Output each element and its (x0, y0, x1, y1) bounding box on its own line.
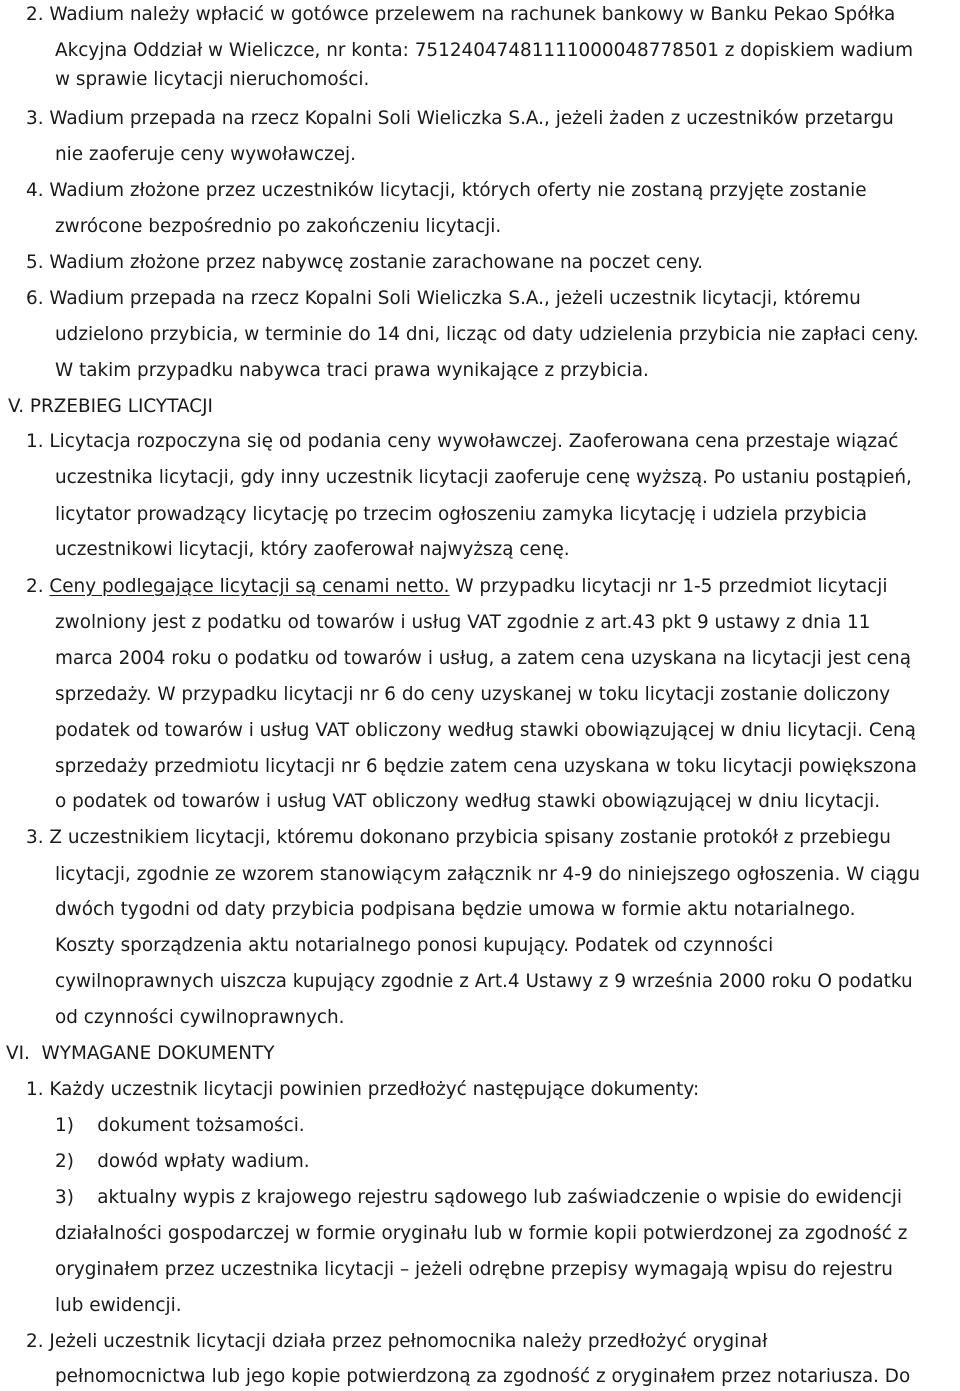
text-line: zwrócone bezpośrednio po zakończeniu licytacji. (55, 216, 502, 237)
text-line: W takim przypadku nabywca traci prawa wynikające z przybicia. (55, 360, 649, 381)
text-line: sprzedaży. W przypadku licytacji nr 6 do ceny uzyskanej w toku licytacji zostanie doliczony (55, 684, 891, 705)
text-line: sprzedaży przedmiotu licytacji nr 6 będzie zatem cena uzyskana w toku licytacji powiększona (55, 756, 917, 777)
text-line: 2. Wadium należy wpłacić w gotówce przelewem na rachunek bankowy w Banku Pekao Spółka (26, 4, 896, 25)
text-line: licytacji, zgodnie ze wzorem stanowiącym załącznik nr 4-9 do niniejszego ogłoszenia. W ciągu (55, 864, 920, 885)
text-line: 3. Z uczestnikiem licytacji, któremu dokonano przybicia spisany zostanie protokół z przebiegu (26, 827, 891, 848)
section-heading: VI. WYMAGANE DOKUMENTY (6, 1043, 275, 1064)
text-line: cywilnoprawnych uiszcza kupujący zgodnie z Art.4 Ustawy z 9 września 2000 roku O podatku (55, 971, 913, 992)
text-segment: W przypadku licytacji nr 1-5 przedmiot licytacji (449, 576, 888, 597)
list-number: 2. (26, 576, 44, 597)
text-line: 2. Jeżeli uczestnik licytacji działa przez pełnomocnika należy przedłożyć oryginał (26, 1331, 768, 1352)
text-line: uczestnikowi licytacji, który zaoferował najwyższą cenę. (55, 539, 570, 560)
text-line: od czynności cywilnoprawnych. (55, 1007, 345, 1028)
text-line: pełnomocnictwa lub jego kopie potwierdzoną za zgodność z oryginałem przez notariusza. Do (55, 1366, 911, 1387)
text-line: nie zaoferuje ceny wywoławczej. (55, 144, 356, 165)
text-line: o podatek od towarów i usług VAT obliczony według stawki obowiązującej w dniu licytacji. (55, 791, 881, 812)
text-line: licytator prowadzący licytację po trzecim ogłoszeniu zamyka licytację i udziela przybicia (55, 504, 868, 525)
text-line: w sprawie licytacji nieruchomości. (55, 69, 370, 90)
text-line: zwolniony jest z podatku od towarów i usług VAT zgodnie z art.43 pkt 9 ustawy z dnia 11 (55, 612, 871, 633)
text-line: 1. Licytacja rozpoczyna się od podania ceny wywoławczej. Zaoferowana cena przestaje wiązać (26, 431, 899, 452)
text-line: działalności gospodarczej w formie oryginału lub w formie kopii potwierdzonej za zgodność z (55, 1223, 908, 1244)
text-line: 3. Wadium przepada na rzecz Kopalni Soli Wieliczka S.A., jeżeli żaden z uczestników przetargu (26, 108, 894, 129)
text-line: Koszty sporządzenia aktu notarialnego ponosi kupujący. Podatek od czynności (55, 935, 774, 956)
text-line: 6. Wadium przepada na rzecz Kopalni Soli Wieliczka S.A., jeżeli uczestnik licytacji, któremu (26, 288, 861, 309)
underlined-text: Ceny podlegające licytacji są cenami netto. (49, 576, 450, 597)
section-heading: V. PRZEBIEG LICYTACJI (8, 396, 213, 417)
text-line: Akcyjna Oddział w Wieliczce, nr konta: 75124047481111000048778501 z dopiskiem wadium (55, 40, 914, 61)
text-line: udzielono przybicia, w terminie do 14 dni, licząc od daty udzielenia przybicia nie zapłaci ceny. (55, 324, 919, 345)
text-line: uczestnika licytacji, gdy inny uczestnik licytacji zaoferuje cenę wyższą. Po ustaniu postąpień, (55, 467, 912, 488)
text-line: 4. Wadium złożone przez uczestników licytacji, których oferty nie zostaną przyjęte zostanie (26, 180, 867, 201)
text-line: oryginałem przez uczestnika licytacji – jeżeli odrębne przepisy wymagają wpisu do rejestru (55, 1259, 893, 1280)
text-line: lub ewidencji. (55, 1295, 182, 1316)
text-line: 1) dokument tożsamości. (55, 1115, 305, 1136)
text-line: 1. Każdy uczestnik licytacji powinien przedłożyć następujące dokumenty: (26, 1079, 700, 1100)
text-line: 5. Wadium złożone przez nabywcę zostanie zarachowane na poczet ceny. (26, 252, 704, 273)
text-line: dwóch tygodni od daty przybicia podpisana będzie umowa w formie aktu notarialnego. (55, 899, 856, 920)
text-line: podatek od towarów i usług VAT obliczony według stawki obowiązującej w dniu licytacji. Ceną (55, 720, 916, 741)
text-line (26, 576, 887, 598)
text-line: 2) dowód wpłaty wadium. (55, 1151, 310, 1172)
text-line: 3) aktualny wypis z krajowego rejestru sądowego lub zaświadczenie o wpisie do ewidencji (55, 1187, 902, 1208)
text-line: marca 2004 roku o podatku od towarów i usług, a zatem cena uzyskana na licytacji jest ceną (55, 648, 911, 669)
